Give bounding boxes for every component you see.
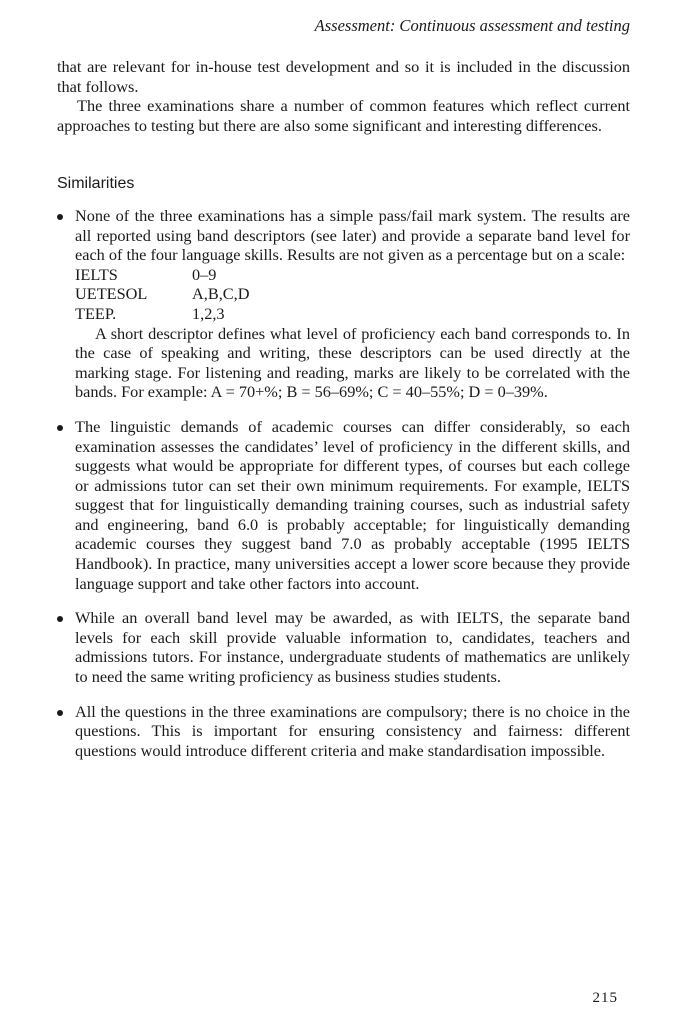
table-row xyxy=(75,304,630,324)
score-scale-table xyxy=(75,265,630,324)
bullet-text: None of the three examinations has a simple pass/fail mark system. The results are all reported using band descriptors (see later) and provide a separate band level for each of the four language skills. Results are not given as a percentage but on a scale: xyxy=(75,205,630,265)
page-body xyxy=(57,57,630,775)
exam-scale: 1,2,3 xyxy=(192,303,225,323)
bullet-icon xyxy=(57,616,63,622)
list-item xyxy=(57,608,630,686)
list-item xyxy=(57,702,630,761)
exam-name: UETESOL xyxy=(75,284,148,304)
exam-scale: 0–9 xyxy=(192,264,217,284)
table-row xyxy=(75,284,630,304)
bullet-continuation: A short descriptor defines what level of proficiency each band corresponds to. In the case of speaking and writing, these descriptors can be used directly at the marking stage. For listening and reading, marks are likely to be correlated with the bands. For example: A = 70+%; B = 56–69%; C = 40–55%; D = 0–39%. xyxy=(75,323,630,402)
running-title: Assessment: Continuous assessment and testing xyxy=(314,16,630,35)
bullet-text: All the questions in the three examinations are compulsory; there is no choice in the questions. This is important for ensuring consistency and fairness: different questions would introduce different criteria and make standardisation impossible. xyxy=(75,701,630,760)
bullet-icon xyxy=(57,710,63,716)
page-number: 215 xyxy=(592,990,618,1006)
section-heading: Similarities xyxy=(57,175,135,193)
intro-paragraph-1: that are relevant for in-house test development and so it is included in the discussion that follows. xyxy=(57,57,630,96)
similarities-list xyxy=(57,206,630,760)
list-item xyxy=(57,417,630,593)
intro-paragraph-2: The three examinations share a number of common features which reflect current approaches to testing but there are also some significant and interesting differences. xyxy=(57,96,630,135)
exam-name: IELTS xyxy=(75,264,118,284)
bullet-icon xyxy=(57,425,63,431)
bullet-icon xyxy=(57,214,63,220)
table-row xyxy=(75,265,630,285)
bullet-text: While an overall band level may be awarded, as with IELTS, the separate band levels for each skill provide valuable information to, candidates, teachers and admissions tutors. For instance, undergraduate students of mathematics are unlikely to need the same writing proficiency as business studies students. xyxy=(75,608,630,687)
list-item xyxy=(57,206,630,402)
exam-scale: A,B,C,D xyxy=(192,284,250,304)
bullet-text: The linguistic demands of academic courses can differ considerably, so each examination assesses the candidates’ level of proficiency in the different skills, and suggests what would be appropriate for different types, of courses but each college or admissions tutor can set their own minimum requirements. For example, IELTS suggest that for linguistically demanding training courses, such as industrial safety and engineering, band 6.0 is probably acceptable; for linguistically demanding academic courses they suggest band 7.0 as probably acceptable (1995 IELTS Handbook). In practice, many universities accept a lower score because they provide language support and take other factors into account. xyxy=(75,416,630,593)
exam-name: TEEP. xyxy=(75,303,117,323)
